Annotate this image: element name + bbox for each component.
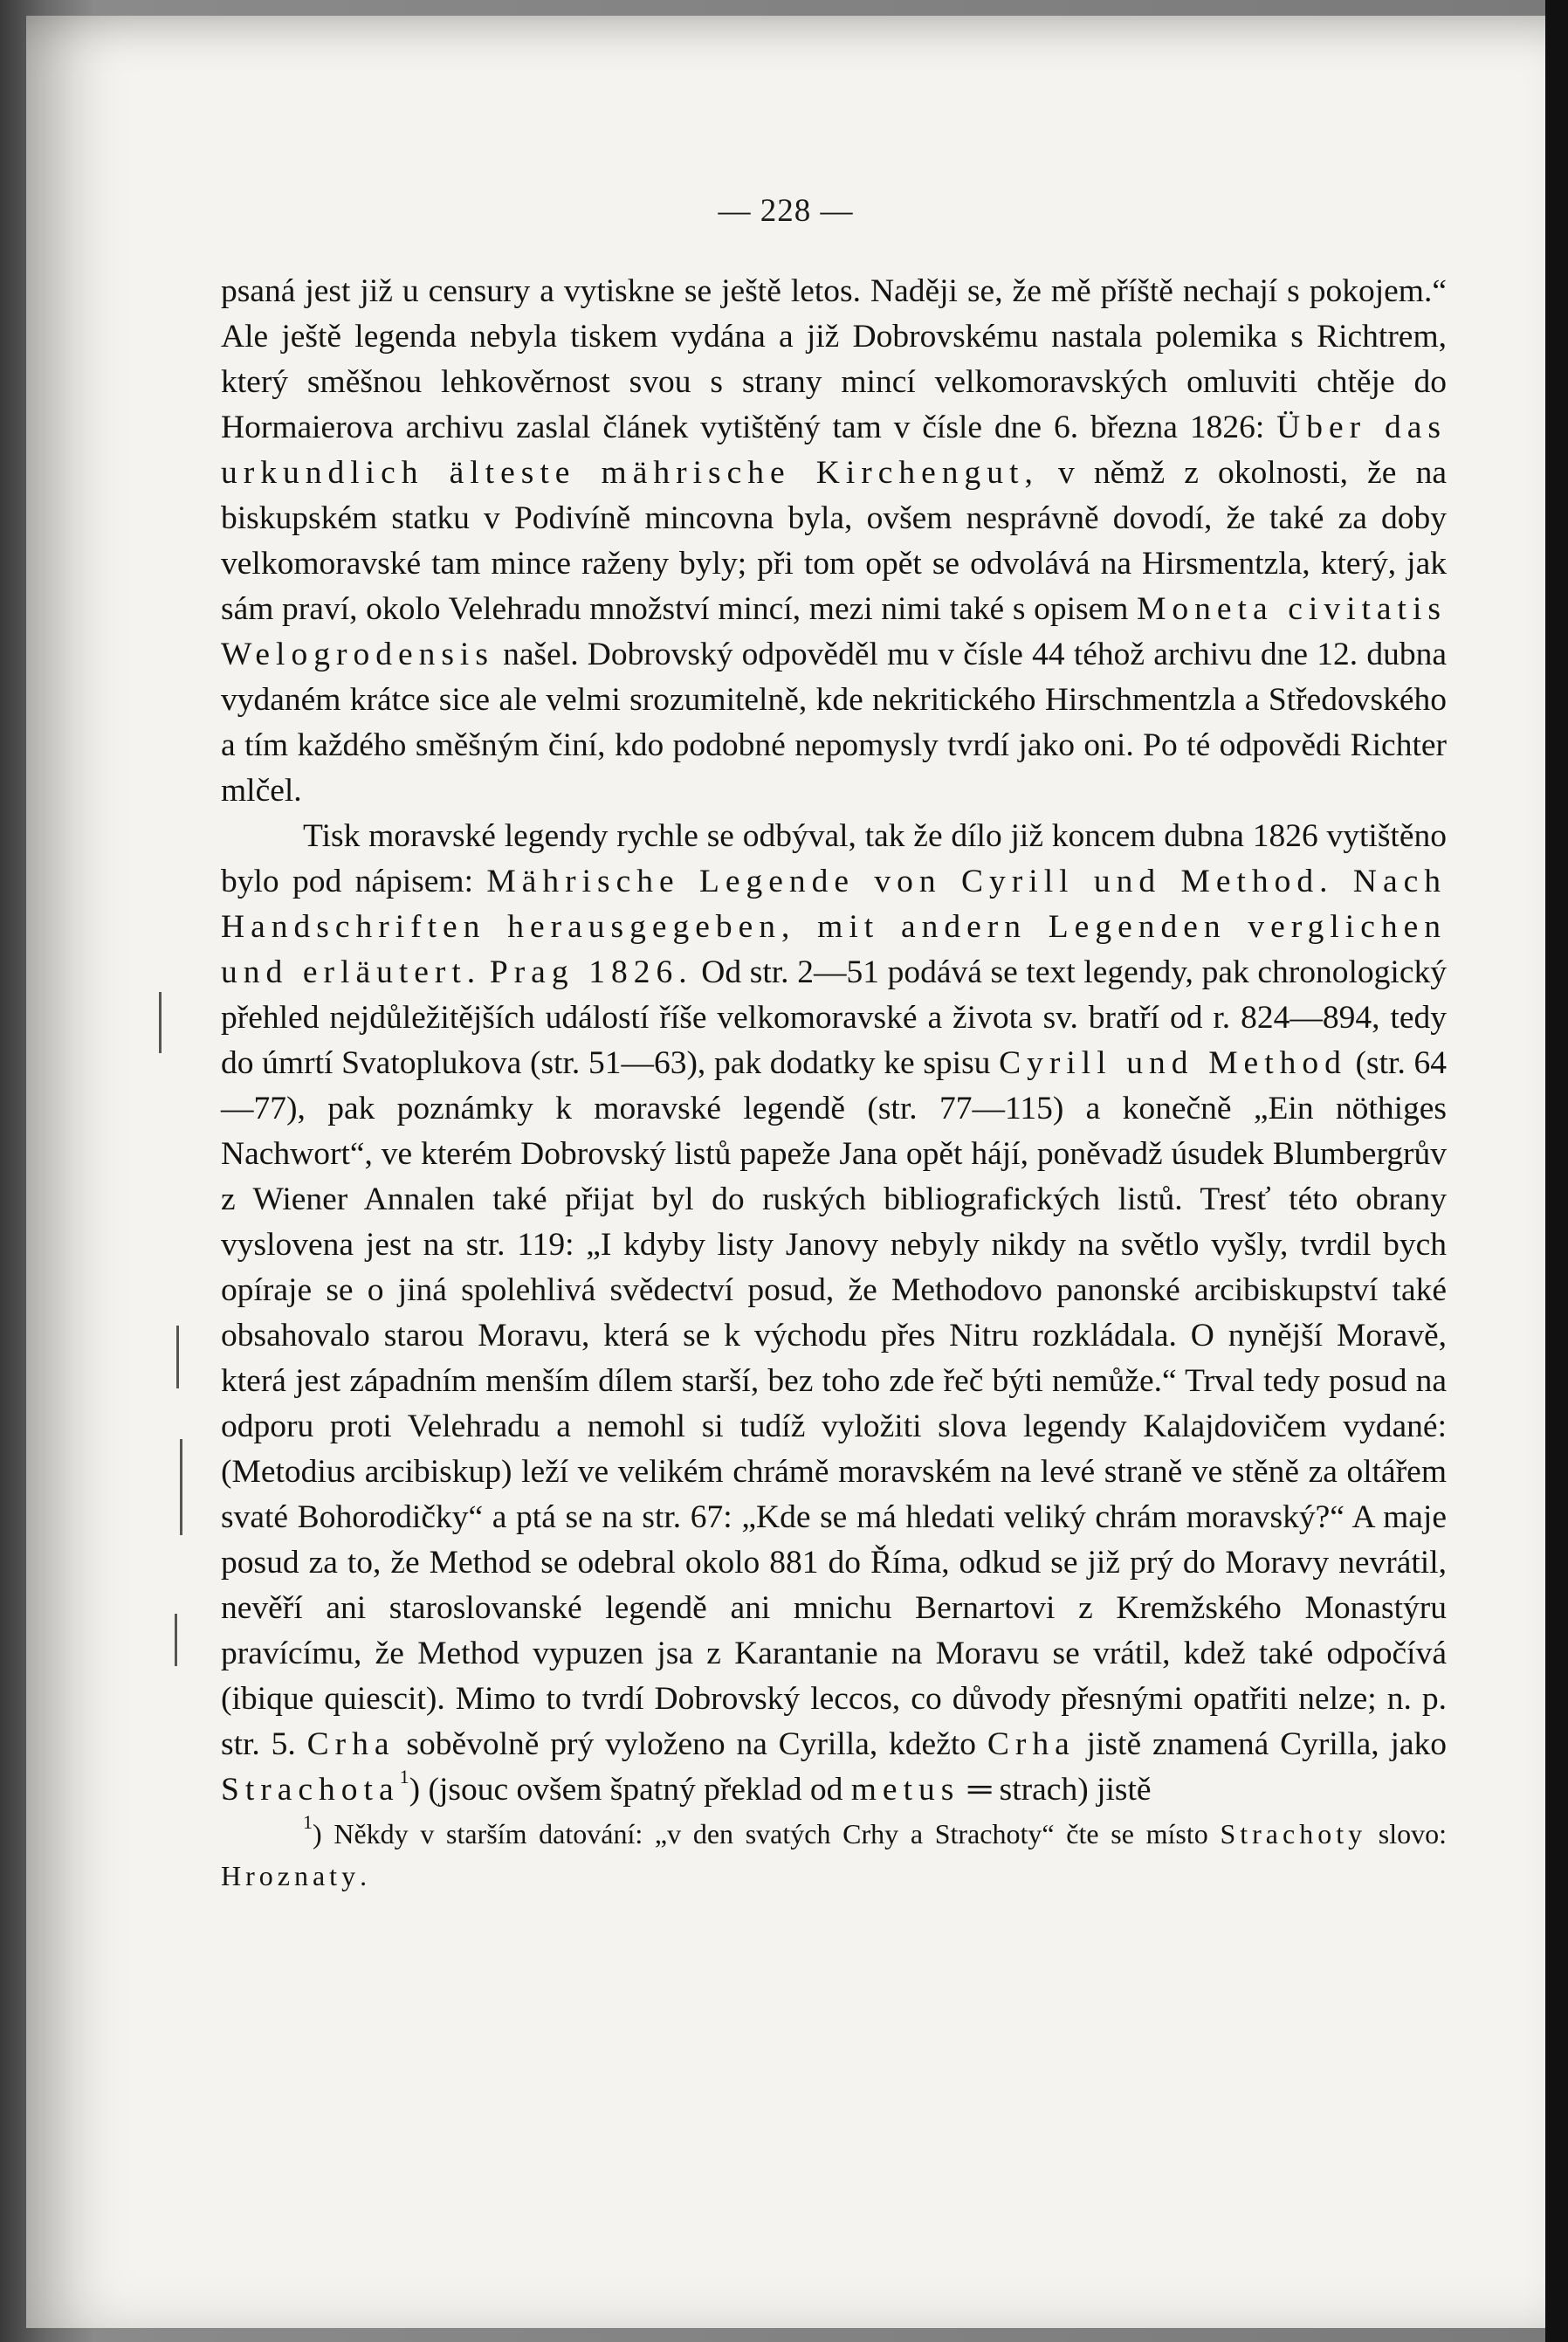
page-number: — 228 — xyxy=(718,193,854,229)
spaced-word: Crha xyxy=(987,1726,1076,1762)
spaced-title: Cyrill und Method xyxy=(999,1045,1347,1081)
text-run: slovo: xyxy=(1366,1818,1448,1849)
text-run: našel. Dobrovský odpověděl mu v čísle 44 téhož archivu dne 12. dubna vydaném krátce sice ale velmi srozumitelně, kde nekritického Hirschmentzla a Středovského a tím každého směšným činí, kdo podobné nepomysly tvrdí jako oni. Po té odpovědi Richter mlčel. xyxy=(221,637,1447,809)
text-run: ═ strach) jistě xyxy=(959,1772,1152,1808)
body-text xyxy=(221,269,1447,1897)
spaced-book-title: Mährische Legende von Cyrill und Method. Nach Handschriften herausgegeben, mit andern Legenden verglichen und erläutert. xyxy=(221,864,1447,990)
book-page xyxy=(26,16,1545,2328)
margin-pencil-mark xyxy=(175,1614,177,1666)
spaced-title: Über das urkundlich älteste mährische Kirchengut, xyxy=(221,410,1447,491)
footnote-reference: 1 xyxy=(399,1766,409,1787)
paragraph xyxy=(221,814,1447,1813)
text-run: psaná jest již u censury a vytiskne se ještě letos. Naději se, že mě příště nechají s pokojem.“ Ale ještě legenda nebyla tiskem vydána a již Dobrovskému nastala polemika s Richtrem, který směšnou lehkověrnost svou s strany mincí velkomoravských omluviti chtěje do Hormaierova archivu zaslal článek vytištěný tam v čísle dne 6. března 1826: xyxy=(221,273,1447,445)
spaced-inscription: Moneta civitatis Welogrodensis xyxy=(221,591,1447,672)
footnote xyxy=(221,1813,1447,1897)
spaced-word: Strachoty xyxy=(1220,1818,1367,1849)
spaced-word: Strachota xyxy=(221,1772,400,1808)
margin-pencil-mark xyxy=(180,1439,182,1535)
spaced-imprint: Prag 1826. xyxy=(489,954,693,990)
spaced-word: metus xyxy=(850,1772,960,1808)
paragraph xyxy=(221,269,1447,814)
text-run: . xyxy=(360,1860,368,1891)
margin-pencil-mark xyxy=(176,1326,179,1388)
text-run: jistě znamená Cyrilla, jako xyxy=(1075,1726,1448,1762)
spaced-word: Hroznaty xyxy=(221,1860,361,1891)
margin-pencil-mark xyxy=(159,992,162,1053)
text-run: (str. 64—77), pak poznámky k moravské legendě (str. 77—115) a konečně „Ein nöthiges Nachwort“, ve kterém Dobrovský listů papeže Jana opět hájí, poněvadž úsudek Blumbergrův z Wiener Annalen také přijat byl do ruských bibliografických listů. Tresť této obrany vyslovena jest na str. 119: „I kdyby listy Janovy nebyly nikdy na světlo vyšly, tvrdil bych opíraje se o jiná spolehlivá svědectví posud, že Methodovo panonské arcibiskupství také obsahovalo starou Moravu, která se k východu přes Nitru rozkládala. O nynější Moravě, která jest západním menším dílem starší, bez toho zde řeč býti nemůže.“ Trval tedy posud na odporu proti Velehradu a nemohl si tudíž vyložiti slova legendy Kalajdovičem vydané: (Metodius arcibiskup) leží ve velikém chrámě moravském na levé straně ve stěně za oltářem svaté Bohorodičky“ a ptá se na str. 67: „Kde se má hledati veliký chrám moravský?“ A maje posud za to, že Method se odebral okolo 881 do Říma, odkud se již prý do Moravy nevrátil, nevěří ani staroslovanské legendě ani mnichu Bernartovi z Kremžského Monastýru pravícímu, že Method vypuzen jsa z Karantanie na Moravu se vrátil, kdež také odpočívá (ibique quiescit). Mimo to tvrdí Dobrovský leccos, co důvody přesnými opatřiti nelze; n. p. str. 5. xyxy=(221,1045,1447,1762)
text-run: soběvolně prý vyloženo na Cyrilla, kdežto xyxy=(395,1726,987,1762)
footnote-marker: 1 xyxy=(303,1811,313,1833)
text-run: ) (jsouc ovšem špatný překlad od xyxy=(409,1772,851,1808)
text-run: Od str. 2—51 podává se text legendy, pak chronologický přehled nejdůležitějších událostí říše velkomoravské a života sv. bratří od r. 824—894, tedy do úmrtí Svatoplukova (str. 51—63), pak dodatky ke spisu xyxy=(221,954,1447,1081)
spaced-word: Crha xyxy=(306,1726,395,1762)
text-run: v němž z okolnosti, že na biskupském statku v Podivíně mincovna byla, ovšem nesprávně dovodí, že také za doby velkomoravské tam mince raženy byly; při tom opět se odvolává na Hirsmentzla, který, jak sám praví, okolo Velehradu množství mincí, mezi nimi také s opisem xyxy=(221,455,1447,627)
text-run: ) Někdy v starším datování: „v den svatých Crhy a Strachoty“ čte se místo xyxy=(313,1818,1221,1849)
text-run: Tisk moravské legendy rychle se odbýval, tak že dílo již koncem dubna 1826 vytištěno bylo pod nápisem: xyxy=(221,818,1447,899)
scan-right-edge xyxy=(1545,0,1568,2342)
